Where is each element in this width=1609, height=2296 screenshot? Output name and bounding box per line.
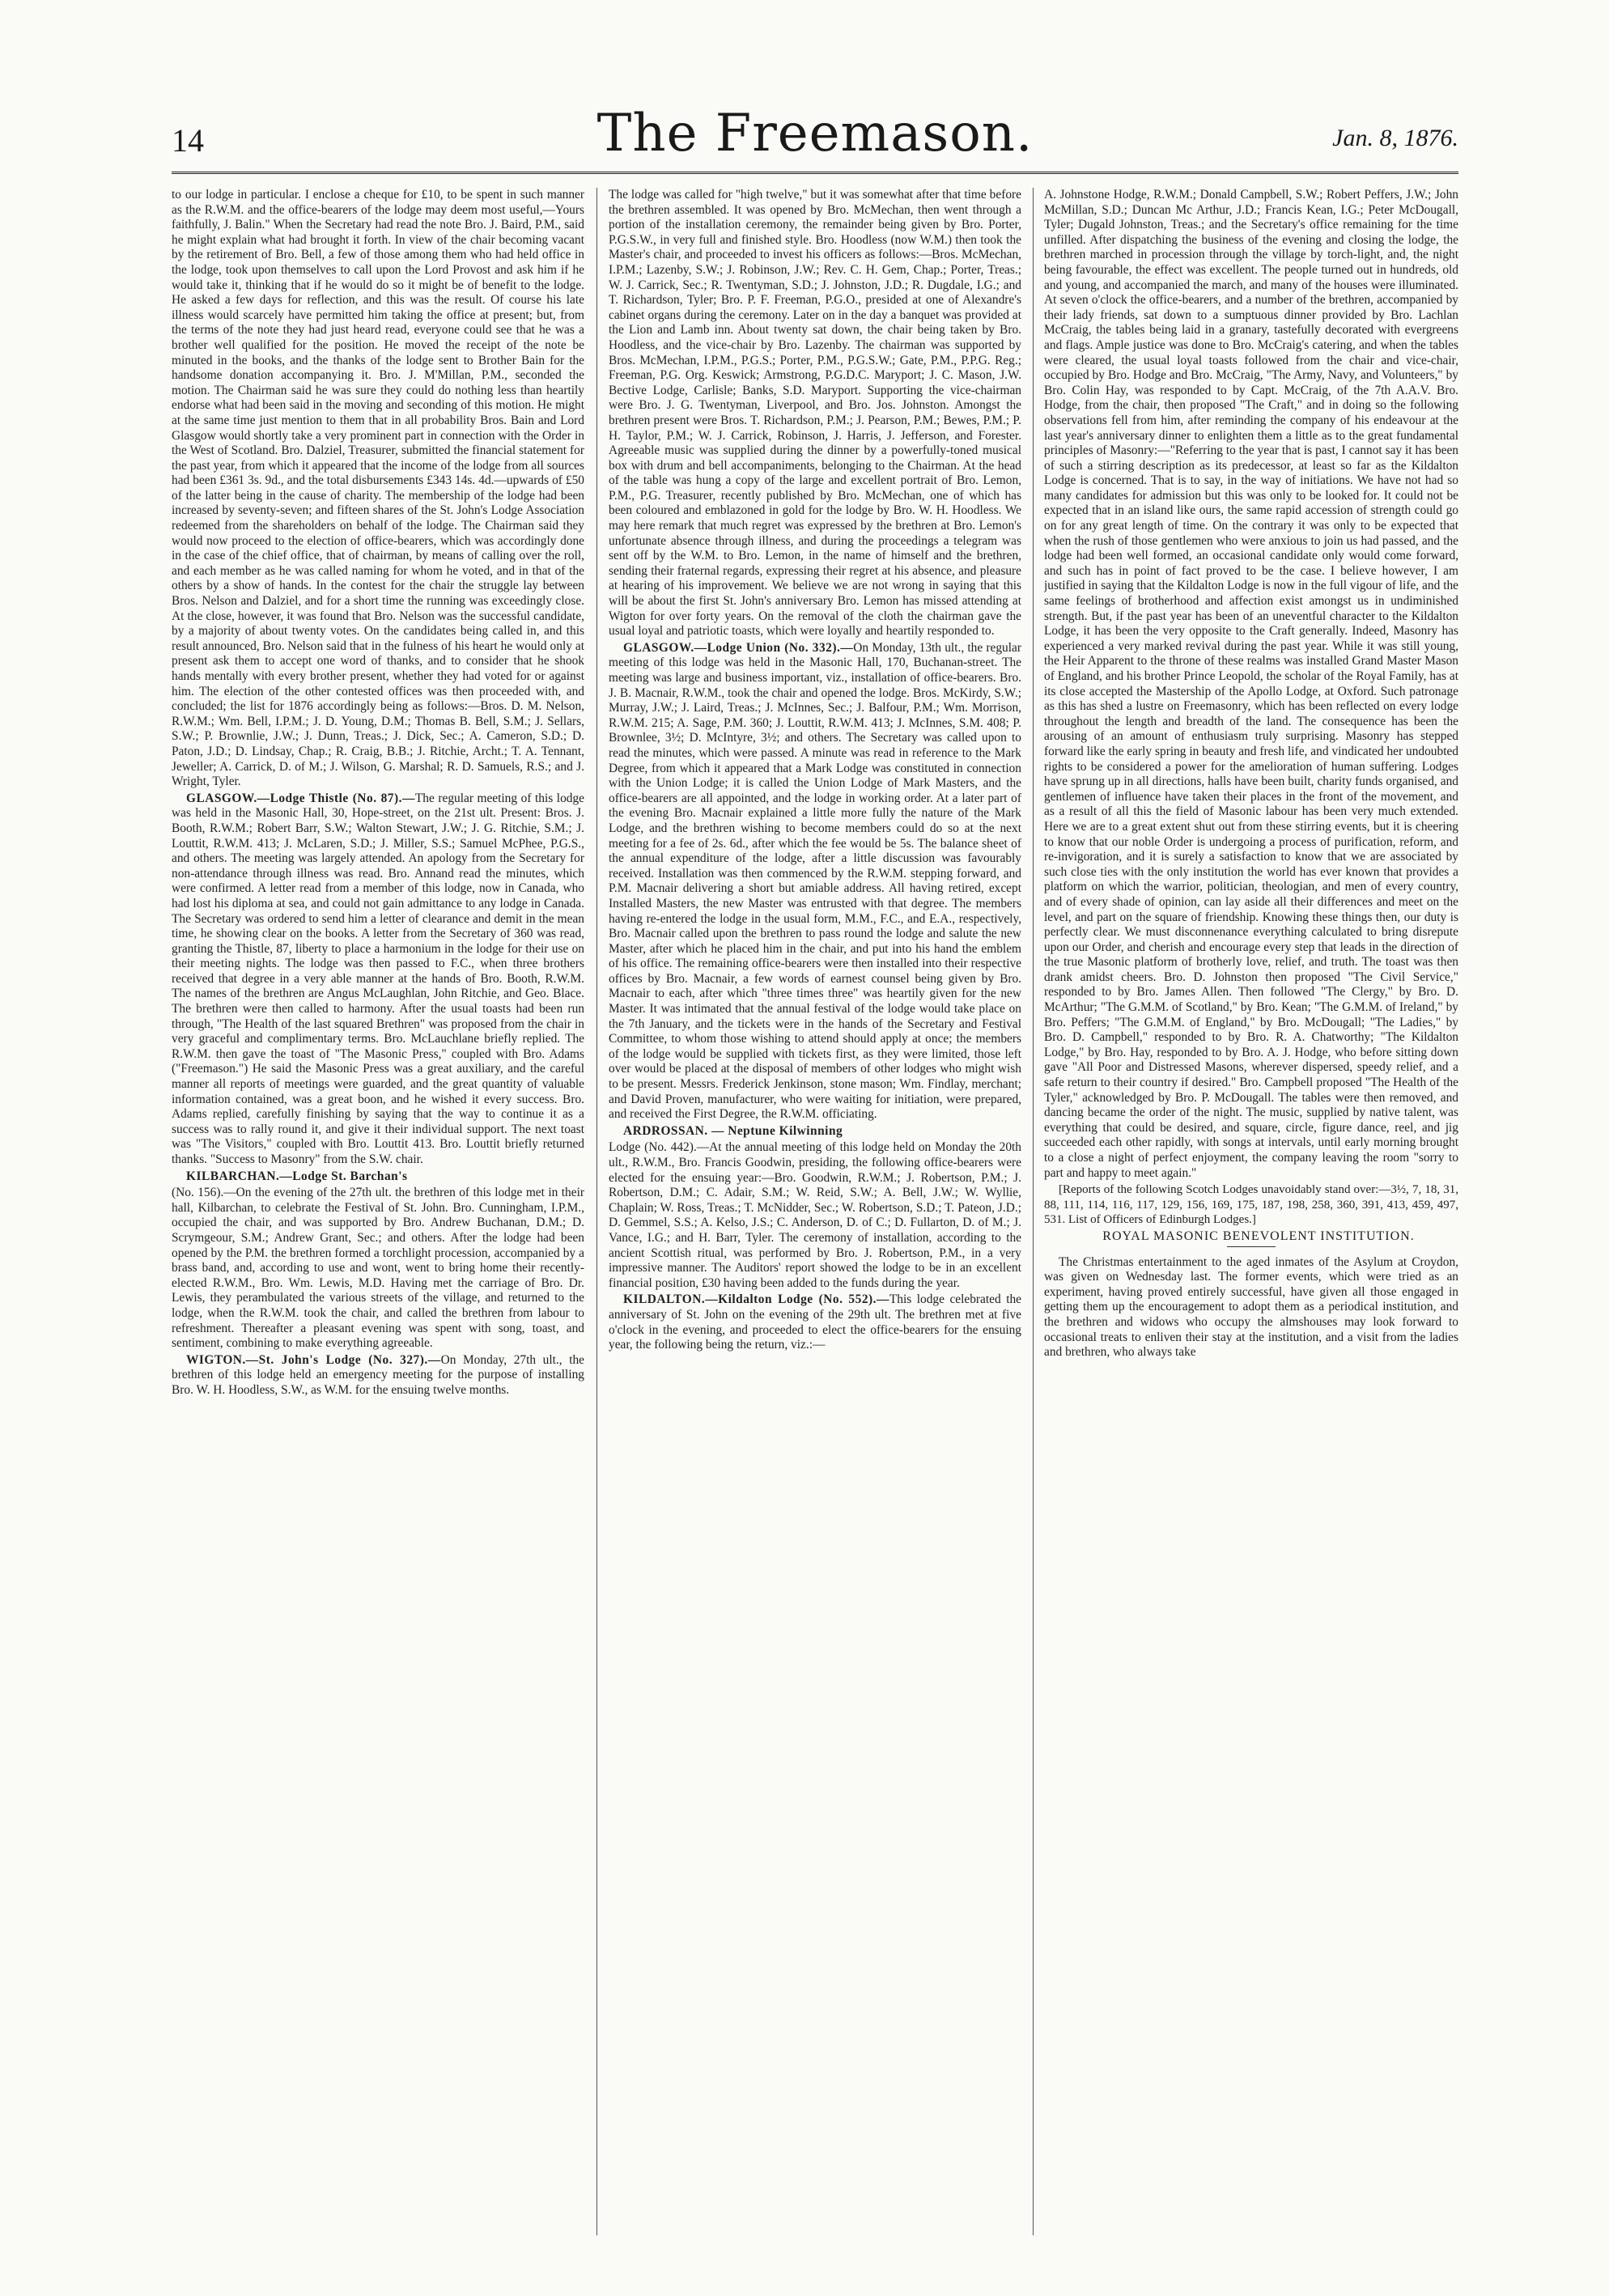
article-text: The regular meeting of this lodge was held in the Masonic Hall, 30, Hope-street, on the 21st ult. Present: Bros. J. Booth, R.W.M.; Robert Barr, S.W.; Walton Stewart, J.W.; J. G. Ritchie, S.M.; J. Louttit, R.W.M. 413; J. McLaren, S.D.; J. Miller, S.S.; Samuel McPhee, P.G.S., and others. The meeting was largely attended. An apology from the Secretary for non-attendance through illness was read. Bro. Annand read the minutes, which were confirmed. A letter read from a member of this lodge, now in Canada, who had lost his diploma at sea, and could not gain admittance to any lodge in Canada. The Secretary was ordered to send him a letter of clearance and demit in the mean time, he showing clear on the books. A letter from the Secretary of 360 was read, granting the Thistle, 87, liberty to place a harmonium in the lodge for their use on their meeting nights. The lodge was then passed to F.C., when three brothers received that degree in a very able manner at the hands of Bro. Booth, R.W.M. The names of the brethren are Angus McLaughlan, John Ritchie, and Geo. Blace. The brethren were then called to harmony. After the usual toasts had been run through, "The Health of the last squared Brethren" was proposed from the chair in very graceful and complimentary terms. Bro. McLauchlane briefly replied. The R.W.M. then gave the toast of "The Masonic Press," coupled with Bro. Adams ("Freemason.") He said the Masonic Press was a great auxiliary, and the careful manner all reports of meetings were guarded, and the great quantity of valuable information contained, was a great boon, and he wished it every success. Bro. Adams replied, carefully finishing by saying that the way to continue it as a success was to rally round it, and give it their individual support. The next toast was "The Visitors," coupled with Bro. Louttit 413. Bro. Louttit briefly returned thanks. "Success to Masonry" from the S.W. chair. [172,791,584,1166]
article-text: This lodge celebrated the anniversary of St. John on the evening of the 29th ult. The brethren met at five o'clock in the evening, and proceeded to elect the office-bearers for the ensuing year, the following being the return, viz.:— [609,1292,1021,1352]
column-1 [172,188,584,2235]
column-divider [1033,188,1034,2235]
article-heading: GLASGOW.—Lodge Union (No. 332).— [623,640,854,655]
article-heading: KILDALTON.—Kildalton Lodge (No. 552).— [623,1292,889,1307]
article-text: Lodge (No. 442).—At the annual meeting of this lodge held on Monday the 20th ult., R.W.M., Bro. Francis Goodwin, presiding, the following office-bearers were elected for the ensuing year:—Bro. Goodwin, R.W.M.; J. Robertson, P.M.; J. Robertson, D.M.; C. Adair, S.M.; W. Reid, S.W.; A. Bell, J.W.; W. Wyllie, Chaplain; W. Ross, Treas.; T. McNidder, Sec.; W. Robertson, S.D.; T. Pateon, J.D.; D. Gemmel, S.S.; A. Kelso, J.S.; C. Anderson, D. of C.; D. Fullarton, D. of M.; J. Vance, I.G.; and H. Barr, Tyler. The ceremony of installation, according to the ancient Scottish ritual, was performed by Bro. J. Robertson, P.M., in a very impressive manner. The Auditors' report showed the lodge to be in an excellent financial position, £30 having been added to the funds during the year. [609,1140,1021,1290]
article-heading: ARDROSSAN. — Neptune Kilwinning [623,1123,843,1138]
article-text: (No. 156).—On the evening of the 27th ult. the brethren of this lodge met in their hall, Kilbarchan, to celebrate the Festival of St. John. Bro. Cunningham, I.P.M., occupied the chair, and was supported by Bro. Andrew Buchanan, D.M.; D. Scrymgeour, S.M.; Andrew Grant, Sec.; and others. After the lodge had been opened by the P.M. the brethren formed a torchlight procession, accompanied by a brass band, and, according to use and wont, went to bring home their recently-elected R.W.M., Bro. Wm. Lewis, M.D. Having met the carriage of Bro. Dr. Lewis, they perambulated the various streets of the village, and returned to the lodge, when the R.W.M. took the chair, and called the brethren from labour to refreshment. Thereafter a pleasant evening was spent with song, toast, and sentiment, combining to make everything agreeable. [172,1186,584,1351]
newspaper-title: The Freemason. [596,104,1034,163]
article-heading: GLASGOW.—Lodge Thistle (No. 87).— [186,791,415,805]
article-text: The Christmas entertainment to the aged inmates of the Asylum at Croydon, was given on Wednesday last. The former events, which were tried as an experiment, having proved entirely successful, have given all those engaged in getting them up the encouragement to adopt them as a periodical institution, and the brethren and widows who occupy the almshouses may look forward to occasional treats to enliven their stay at the institution, and a visit from the ladies and brethren, who always take [1044,1254,1458,1360]
column-divider [596,188,597,2235]
section-title: ROYAL MASONIC BENEVOLENT INSTITUTION. [1102,1229,1415,1243]
header-rule [172,172,1458,174]
article-text: On Monday, 13th ult., the regular meeting of this lodge was held in the Masonic Hall, 170, Buchanan-street. The meeting was large and business important, viz., installation of office-bearers. Bro. J. B. Macnair, R.W.M., took the chair and opened the lodge. Bros. McKirdy, S.W.; Murray, J.W.; J. Laird, Treas.; J. McInnes, Sec.; J. Balfour, P.M.; Wm. Morrison, R.W.M. 215; A. Sage, P.M. 360; J. Louttit, R.W.M. 413; J. McInnes, S.M. 408; P. Brownlee, 3½; D. McIntyre, 3½; and others. The Secretary was called upon to read the minutes, which were passed. A minute was read in reference to the Mark Degree, from which it appeared that a Mark Lodge was constituted in connection with the Union Lodge; it is called the Union Lodge of Mark Masters, and the office-bearers are all appointed, and the lodge in working order. At a later part of the evening Bro. Macnair explained a little more fully the nature of the Mark Lodge, and the brethren wishing to become members could do so at the next meeting for a fee of 2s. 6d., after which the fee would be 5s. The balance sheet of the annual expenditure of the lodge, after a little discussion was favourably received. Installation was then commenced by the R.W.M. stepping forward, and P.M. Macnair delivering a short but amiable address. All having retired, except Installed Masters, the new Master was entrusted with that degree. The members having re-entered the lodge in the usual form, M.M., F.C., and E.A., respectively, Bro. Macnair called upon the brethren to pass round the lodge and salute the new Master, after which he placed him in the chair, and put into his hand the emblem of his office. The remaining office-bearers were then installed into their respective offices by Bro. Macnair, a few words of earnest counsel being given by Bro. Macnair to each, after which "three times three" was heartily given for the new Master. It was intimated that the annual festival of the lodge would take place on the 7th January, and the tickets were in the hands of the Secretary and Festival Committee, to whom those wishing to attend should apply at once; the members of the lodge would be supplied with tickets first, as they were limited, those left over would be placed at the disposal of members of other lodges who might wish to be present. Messrs. Frederick Jenkinson, stone mason; Wm. Findlay, merchant; and David Proven, manufacturer, who were waiting for initiation, were prepared, and received the First Degree, the R.W.M. officiating. [609,640,1021,1122]
article-heading: KILBARCHAN.—Lodge St. Barchan's [186,1169,408,1183]
article-text: On Monday, 27th ult., the brethren of this lodge held an emergency meeting for the purpose of installing Bro. W. H. Hoodless, S.W., as W.M. for the ensuing twelve months. [172,1352,584,1397]
column-3 [1044,188,1458,2235]
masthead [172,104,1458,168]
section-rule [1227,1246,1276,1247]
article-text: The lodge was called for "high twelve," but it was somewhat after that time before the brethren assembled. It was opened by Bro. McMechan, then went through a portion of the installation ceremony, the remainder being given by Bro. Porter, P.G.S.W., in very full and finished style. Bro. Hoodless (now W.M.) then took the Master's chair, and proceeded to invest his officers as follows:—Bros. McMechan, I.P.M.; Lazenby, S.W.; J. Robinson, J.W.; Rev. C. H. Gem, Chap.; Porter, Treas.; W. J. Carrick, Sec.; R. Twentyman, S.D.; J. Johnston, J.D.; R. Dugdale, I.G.; and T. Richardson, Tyler; Bro. P. F. Freeman, P.G.O., presided at one of Alexandre's cabinet organs during the ceremony. Later on in the day a banquet was provided at the Lion and Lamb inn. About twenty sat down, the chair being taken by Bro. Hoodless, and the vice-chair by Bro. Lazenby. The chairman was supported by Bros. McMechan, I.P.M., P.G.S.; Porter, P.M., P.G.S.W.; Gate, P.M., P.P.G. Reg.; Freeman, P.G. Org. Keswick; Armstrong, P.G.D.C. Maryport; J. C. Mason, J.W. Bective Lodge, Carlisle; Banks, S.D. Maryport. Supporting the vice-chairman were Bro. J. G. Twentyman, Liverpool, and Bro. Jos. Johnston. Amongst the brethren present were Bros. T. Richardson, P.M.; J. Pearson, P.M.; Bewes, P.M.; P. H. Taylor, P.M.; W. J. Carrick, Robinson, J. Harris, J. Jefferson, and Forester. Agreeable music was supplied during the dinner by a powerfully-toned musical box with drum and bell accompaniments, belonging to the Chairman. At the head of the table was hung a copy of the large and excellent portrait of Bro. Lemon, P.M., P.G. Treasurer, recently published by Bro. McMechan, one of which has been coloured and emblazoned in gold for the lodge by Bro. W. H. Hoodless. We may here remark that much regret was expressed by the brethren at Bro. Lemon's unfortunate absence through illness, and during the proceedings a telegram was sent off by the W.M. to Bro. Lemon, in the name of himself and the brethren, sending their fraternal regards, expressing their regret at his absence, and pleasure at hearing of his improvement. We believe we are not wrong in saying that this will be about the first St. John's anniversary Bro. Lemon has missed attending at Wigton for over forty years. On the removal of the cloth the chairman gave the usual loyal and patriotic toasts, which were loyally and heartily responded to. [609,188,1021,639]
editorial-note: [Reports of the following Scotch Lodges unavoidably stand over:—3½, 7, 18, 31, 88, 111, 114, 116, 117, 129, 156, 169, 175, 187, 198, 258, 360, 391, 413, 459, 497, 531. List of Officers of Edinburgh Lodges.] [1044,1183,1458,1227]
column-2 [609,188,1021,2235]
article-heading: WIGTON.—St. John's Lodge (No. 327).— [186,1352,441,1367]
page-number: 14 [172,122,204,159]
article-text: A. Johnstone Hodge, R.W.M.; Donald Campbell, S.W.; Robert Peffers, J.W.; John McMillan, S.D.; Duncan Mc Arthur, J.D.; Francis Kean, I.G.; Peter McDougall, Tyler; Dugald Johnston, Treas.; and the Secretary's office remaining for the time unfilled. After dispatching the business of the evening and closing the lodge, the brethren marched in procession through the village by torch-light, and, the night being favourable, the effect was excellent. The people turned out in hundreds, old and young, and accompanied the march, and many of the houses were illuminated. At seven o'clock the office-bearers, and a number of the brethren, accompanied by their lady friends, sat down to a sumptuous dinner provided by Bro. Lachlan McCraig, the tables being laid in a granary, tastefully decorated with evergreens and flags. Ample justice was done to Bro. McCraig's catering, and when the tables were cleared, the usual loyal toasts followed from the chair and vice-chair, occupied by Bro. Hodge and Bro. McCraig, "The Army, Navy, and Volunteers," by Bro. Colin Hay, was responded to by Capt. McCraig, of the 7th A.A.V. Bro. Hodge, from the chair, then proposed "The Craft," and in doing so the following observations fell from him, after reminding the company of his endeavour at the last year's anniversary dinner to enlighten them a little as to the great fundamental principles of Masonry:—"Referring to the year that is past, I cannot say it has been of such a stirring description as its predecessor, at least so far as the Kildalton Lodge is concerned. That is to say, in the way of initiations. We have not had so many candidates for admission but this was only to be looked for. It could not be expected that in an island like ours, the same rapid accession of strength could go on for any great length of time. On the contrary it was only to be expected that when the rush of those gentlemen who were anxious to join us had passed, and the lodge had been well formed, an occasional candidate only would come forward, and such has in point of fact proved to be the case. I believe however, I am justified in saying that the Kildalton Lodge is now in the full vigour of life, and the same feelings of brotherhood and affection exist amongst us in undiminished strength. But, if the past year has been of an uneventful character to the Kildalton Lodge, it has been the very opposite to the Craft generally. Indeed, Masonry has experienced a very marked revival during the past year. While it was still young, the Heir Apparent to the throne of these realms was installed Grand Master Mason of England, and his brother Prince Leopold, the scholar of the Royal Family, has at its close accepted the Mastership of the Apollo Lodge, at Oxford. Such patronage as this has shed a lustre on Freemasonry, which has been reflected on every lodge throughout the length and breadth of the land. The consequence has been the arousing of an amount of enthusiasm truly surprising. Masonry has stepped forward like the early spring in beauty and fresh life, and vindicated her undoubted rights to be considered a power for the amelioration of human suffering. Lodges have sprung up in all directions, halls have been built, charity funds organised, and gentlemen of influence have taken their places in the front of the movement, and as a result of all this the field of Masonic labour has been very much extended. Here we are to a great extent shut out from these stirring events, but it is cheering to know that our noble Order is undergoing a process of purification, reform, and re-invigoration, and it is surely a satisfaction to know that we are associated by such close ties with the only institution the world has ever known that provides a platform on which the warrior, politician, theologian, and men of every country, and of every shade of opinion, can lay aside all their differences and meet on the level, and part on the square of friendship. Knowing these things then, our duty is perfectly clear. We must disconnenance everything calculated to bring disrepute upon our Order, and cherish and encourage every step that leads in the direction of the true Masonic platform of brotherly love, relief, and truth. The toast was then drank amidst cheers. Bro. D. Johnston then proposed "The Civil Service," responded to by Bro. James Allen. Then followed "The Clergy," by Bro. D. McArthur; "The G.M.M. of Scotland," by Bro. Kean; "The G.M.M. of Ireland," by Bro. Peffers; "The G.M.M. of England," by Bro. McDougall; "The Ladies," by Bro. D. Campbell," responded to by Bro. R. A. Chatworthy; "The Kildalton Lodge," by Bro. Hay, responded to by Bro. A. J. Hodge, who before sitting down gave "All Poor and Distressed Masons, wherever dispersed, speedy relief, and a safe return to their country if desired." Bro. Campbell proposed "The Health of the Tyler," acknowledged by Bro. P. McDougall. The tables were then removed, and dancing became the order of the night. The music, supplied by native talent, was everything that could be desired, and square, circle, figure dance, reel, and jig succeeded each other rapidly, with songs at intervals, until early morning brought to a close a night of perfect enjoyment, the company leaving the room "sorry to part and happy to meet again." [1044,188,1458,1180]
article-text: to our lodge in particular. I enclose a cheque for £10, to be spent in such manner as the R.W.M. and the office-bearers of the lodge may deem most useful,—Yours faithfully, J. Balin." When the Secretary had read the note Bro. J. Baird, P.M., said he might explain what had brought it forth. In view of the chair becoming vacant by the retirement of Bro. Bell, a few of those among them who had held office in the lodge, took upon themselves to call upon the Lord Provost and ask him if he would take it, thinking that if he would do so it might be of benefit to the lodge. He asked a few days for reflection, and this was the result. Of course his late illness would scarcely have permitted him taking the office at present; but, from the terms of the note they had just heard read, everyone could see that he was a brother well qualified for the position. He moved the receipt of the note be minuted in the books, and the thanks of the lodge sent to Brother Bain for the handsome donation accompanying it. Bro. J. M'Millan, P.M., seconded the motion. The Chairman said he was sure they could do nothing less than heartily endorse what had been said in the moving and seconding of this motion. He might at the same time just mention to them that in all probability Bros. Bain and Lord Glasgow would shortly take a very prominent part in connection with the Order in the West of Scotland. Bro. Dalziel, Treasurer, submitted the financial statement for the past year, from which it appeared that the income of the lodge from all sources had been £361 3s. 9d., and the total disbursements £343 14s. 4d.—upwards of £50 of the latter being in the cause of charity. The membership of the lodge had been increased by seventy-seven; and fifteen shares of the St. John's Lodge Association redeemed from the shareholders on behalf of the lodge. The Chairman said they would now proceed to the election of office-bearers, which was accordingly done in the case of the chief office, that of chairman, by means of calling over the roll, and each member as he was called naming for whom he voted, and in that of the others by a show of hands. In the contest for the chair the struggle lay between Bros. Nelson and Dalziel, and for a short time the running was exceedingly close. At the close, however, it was found that Bro. Nelson was the successful candidate, by a majority of about twenty votes. On the candidates being called in, and this result announced, Bro. Nelson said that in the fulness of his heart he would only at present ask them to accept one word of thanks, and to consider that he shook hands mentally with every brother present, whether they had voted for or against him. The election of the other contested offices was then proceeded with, and concluded; the list for 1876 accordingly being as follows:—Bros. D. M. Nelson, R.W.M.; Wm. Bell, I.P.M.; J. D. Young, D.M.; Thomas B. Bell, S.M.; J. Sellars, S.W.; P. Brownlie, J.W.; J. Dunn, Treas.; J. Dick, Sec.; A. Cameron, S.D.; D. Paton, J.D.; D. Lindsay, Chap.; R. Craig, B.B.; J. Ritchie, Archt.; T. A. Tennant, Jeweller; A. Carrick, D. of M.; J. Wilson, G. Marshal; R. D. Samuels, R.S.; and J. Wright, Tyler. [172,188,584,789]
issue-date: Jan. 8, 1876. [1332,125,1458,151]
